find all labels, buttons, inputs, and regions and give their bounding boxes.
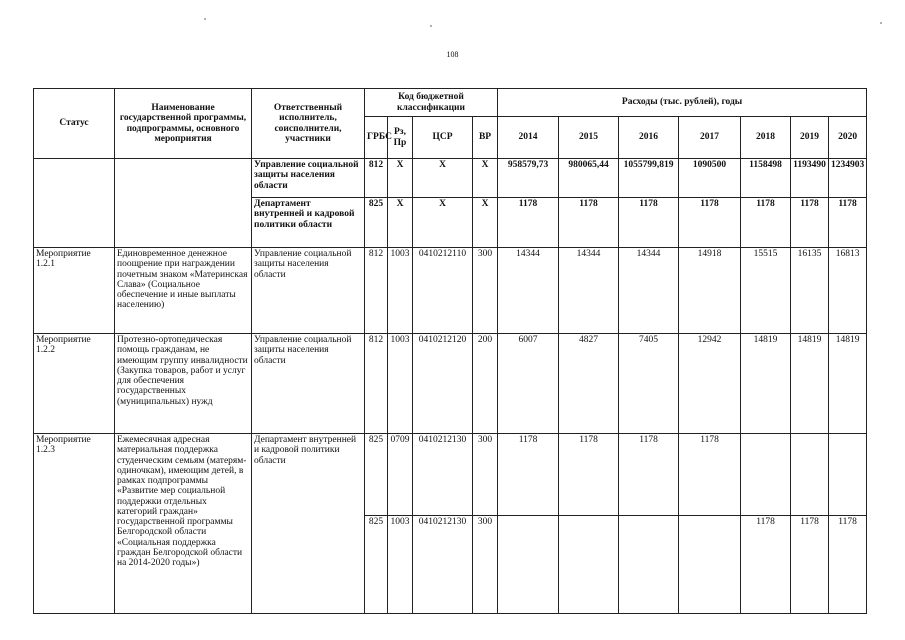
value-2015: 980065,44 — [559, 159, 619, 198]
header-csr: ЦСР — [413, 117, 473, 159]
scan-speck — [430, 25, 432, 27]
value-2017: 1178 — [679, 198, 741, 248]
value-2014: 1178 — [498, 434, 559, 516]
responsible-cell: Управление социальной защиты населения области — [252, 248, 365, 334]
scan-speck — [204, 18, 206, 20]
status-cell: Мероприятие 1.2.1 — [34, 248, 115, 334]
rzpr-cell: 1003 — [388, 516, 413, 614]
value-2014: 1178 — [498, 198, 559, 248]
value-2019: 14819 — [791, 334, 829, 434]
csr-cell: 0410212110 — [413, 248, 473, 334]
vr-cell: 300 — [473, 248, 498, 334]
csr-cell: 0410212130 — [413, 516, 473, 614]
table-row — [34, 159, 867, 198]
table-row — [34, 434, 867, 516]
header-expenses: Расходы (тыс. рублей), годы — [498, 89, 867, 117]
value-2018: 1178 — [741, 198, 791, 248]
value-2020 — [829, 434, 867, 516]
csr-cell: 0410212130 — [413, 434, 473, 516]
grbs-cell: 812 — [365, 159, 388, 198]
value-2016: 1055799,819 — [619, 159, 679, 198]
header-vr: ВР — [473, 117, 498, 159]
header-year-2019: 2019 — [791, 117, 829, 159]
responsible-cell: Департамент внутренней и кадровой политики области — [252, 434, 365, 614]
grbs-cell: 825 — [365, 198, 388, 248]
status-cell-empty — [34, 159, 115, 248]
header-year-2014: 2014 — [498, 117, 559, 159]
value-2016: 7405 — [619, 334, 679, 434]
value-2014 — [498, 516, 559, 614]
rzpr-cell: 0709 — [388, 434, 413, 516]
header-status: Статус — [34, 89, 115, 159]
status-cell: Мероприятие 1.2.2 — [34, 334, 115, 434]
value-2017 — [679, 516, 741, 614]
header-rzpr: Рз, Пр — [388, 117, 413, 159]
value-2017: 1178 — [679, 434, 741, 516]
value-2017: 12942 — [679, 334, 741, 434]
value-2014: 6007 — [498, 334, 559, 434]
vr-cell: 300 — [473, 516, 498, 614]
value-2019: 1178 — [791, 516, 829, 614]
budget-table — [33, 88, 867, 614]
value-2020: 14819 — [829, 334, 867, 434]
value-2019: 16135 — [791, 248, 829, 334]
value-2019: 1193490 — [791, 159, 829, 198]
csr-cell: 0410212120 — [413, 334, 473, 434]
value-2020: 1234903 — [829, 159, 867, 198]
value-2016: 1178 — [619, 434, 679, 516]
responsible-cell: Департамент внутренней и кадровой политики области — [252, 198, 365, 248]
csr-cell: Х — [413, 159, 473, 198]
grbs-cell: 812 — [365, 248, 388, 334]
value-2016: 1178 — [619, 198, 679, 248]
rzpr-cell: Х — [388, 159, 413, 198]
name-cell: Протезно-ортопедическая помощь гражданам, не имеющим группу инвалидности (Закупка товаров, работ и услуг для обеспечения государственных (муниципальных) нужд — [115, 334, 252, 434]
name-cell: Единовременное денежное поощрение при награждении почетным знаком «Материнская Слава» (Социальное обеспечение и иные выплаты населению) — [115, 248, 252, 334]
vr-cell: Х — [473, 198, 498, 248]
header-responsible: Ответственный исполнитель, соисполнители, участники — [252, 89, 365, 159]
csr-cell: Х — [413, 198, 473, 248]
header-row-1 — [34, 89, 867, 117]
value-2018 — [741, 434, 791, 516]
table-row — [34, 248, 867, 334]
value-2019 — [791, 434, 829, 516]
vr-cell: Х — [473, 159, 498, 198]
value-2018: 1178 — [741, 516, 791, 614]
value-2015: 14344 — [559, 248, 619, 334]
page-number: 108 — [446, 50, 459, 59]
value-2020: 16813 — [829, 248, 867, 334]
value-2016 — [619, 516, 679, 614]
value-2020: 1178 — [829, 516, 867, 614]
name-cell-empty — [115, 159, 252, 248]
rzpr-cell: 1003 — [388, 248, 413, 334]
header-year-2015: 2015 — [559, 117, 619, 159]
header-year-2020: 2020 — [829, 117, 867, 159]
value-2018: 14819 — [741, 334, 791, 434]
vr-cell: 200 — [473, 334, 498, 434]
value-2014: 958579,73 — [498, 159, 559, 198]
grbs-cell: 825 — [365, 516, 388, 614]
grbs-cell: 825 — [365, 434, 388, 516]
header-grbs: ГРБС — [365, 117, 388, 159]
value-2015: 1178 — [559, 434, 619, 516]
value-2020: 1178 — [829, 198, 867, 248]
responsible-cell: Управление социальной защиты населения области — [252, 159, 365, 198]
value-2015: 1178 — [559, 198, 619, 248]
header-name: Наименование государственной программы, подпрограммы, основного мероприятия — [115, 89, 252, 159]
value-2019: 1178 — [791, 198, 829, 248]
value-2015 — [559, 516, 619, 614]
value-2017: 1090500 — [679, 159, 741, 198]
scan-speck — [880, 22, 882, 24]
value-2014: 14344 — [498, 248, 559, 334]
header-year-2018: 2018 — [741, 117, 791, 159]
name-cell: Ежемесячная адресная материальная поддержка студенческим семьям (матерям-одиночкам), имеющим детей, в рамках подпрограммы «Развитие мер социальной поддержки отдельных категорий граждан» государственной программы Белгородской области «Социальная поддержка граждан Белгородской области на 2014-2020 годы») — [115, 434, 252, 614]
value-2017: 14918 — [679, 248, 741, 334]
header-budget-code: Код бюджетной классификации — [365, 89, 498, 117]
grbs-cell: 812 — [365, 334, 388, 434]
value-2018: 15515 — [741, 248, 791, 334]
rzpr-cell: 1003 — [388, 334, 413, 434]
table-row — [34, 334, 867, 434]
value-2015: 4827 — [559, 334, 619, 434]
value-2016: 14344 — [619, 248, 679, 334]
responsible-cell: Управление социальной защиты населения области — [252, 334, 365, 434]
vr-cell: 300 — [473, 434, 498, 516]
rzpr-cell: Х — [388, 198, 413, 248]
status-cell: Мероприятие 1.2.3 — [34, 434, 115, 614]
header-year-2017: 2017 — [679, 117, 741, 159]
header-year-2016: 2016 — [619, 117, 679, 159]
value-2018: 1158498 — [741, 159, 791, 198]
